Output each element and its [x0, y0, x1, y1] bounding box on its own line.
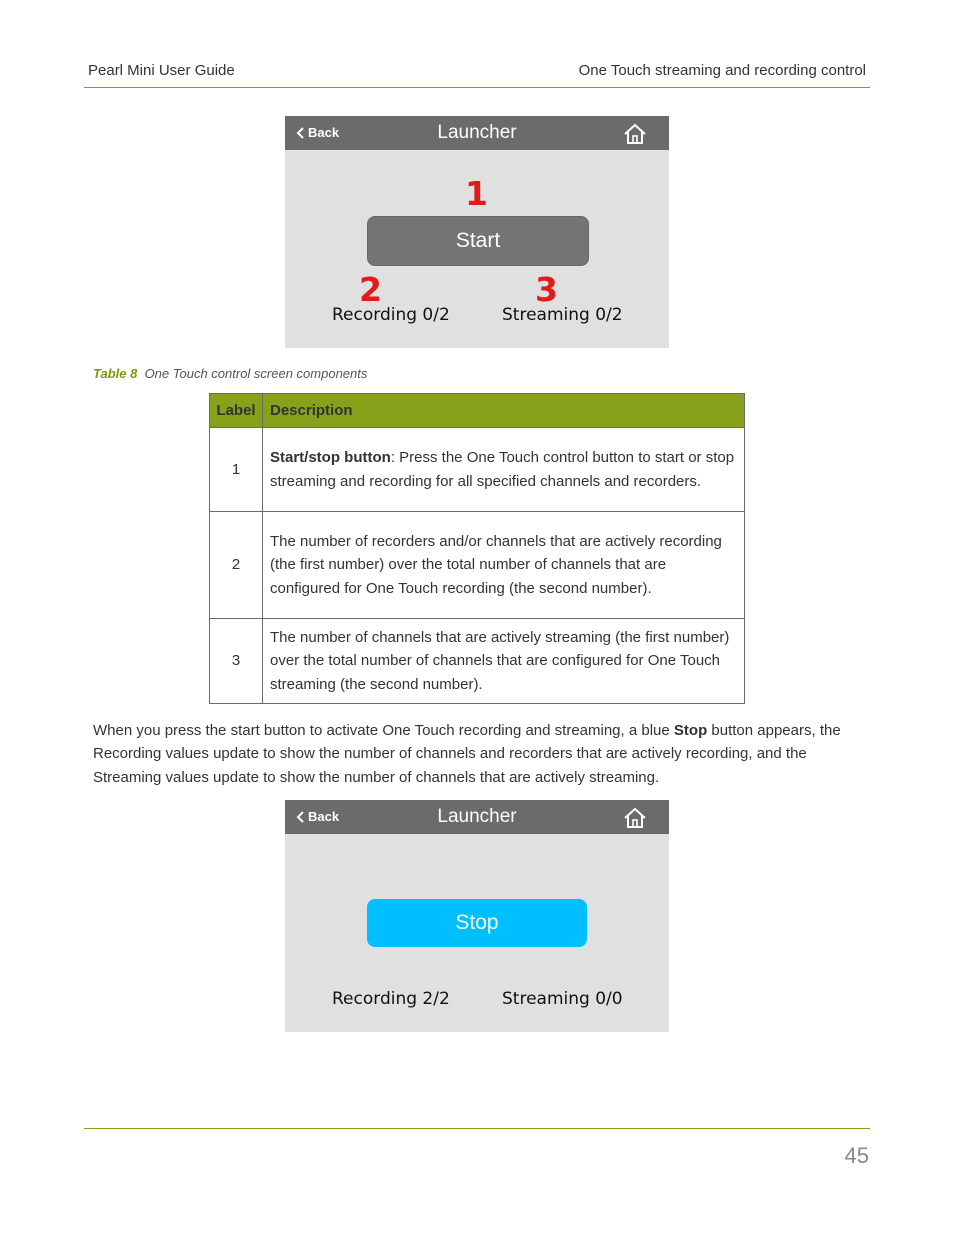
launcher-title: Launcher [437, 806, 517, 827]
recording-status: Recording 2/2 [332, 989, 450, 1009]
launcher-title-bar [285, 116, 669, 150]
launcher-title: Launcher [437, 122, 517, 143]
paragraph-text-after: button appears, the Recording values update to show the number of channels and recorders that are actively recording, and the Streaming values update to show the number of channels that are actively streaming. [93, 722, 841, 786]
stop-button[interactable]: Stop [367, 899, 587, 947]
row-description-text: The number of channels that are actively streaming (the first number) over the total number of channels that are configured for One Touch streaming (the second number). [270, 629, 730, 693]
home-icon[interactable] [623, 807, 647, 829]
header-guide-title: Pearl Mini User Guide [88, 62, 235, 79]
paragraph-text-before: When you press the start button to activate One Touch recording and streaming, a blue [93, 722, 674, 739]
row-description-text: The number of recorders and/or channels that are actively recording (the first number) over the total number of channels that are configured for One Touch recording (the second number). [270, 532, 722, 597]
paragraph-bold-stop: Stop [673, 722, 708, 739]
launcher-title-bar [285, 800, 669, 834]
back-label: Back [308, 125, 340, 140]
components-table [209, 393, 745, 704]
launcher-screen-start [285, 116, 669, 348]
footer-divider [84, 1128, 870, 1129]
recording-status: Recording 0/2 [332, 305, 450, 325]
table-row [210, 512, 745, 619]
page-number: 45 [844, 1143, 869, 1168]
launcher-screen-stop [285, 800, 669, 1032]
home-icon[interactable] [623, 123, 647, 145]
table-row [210, 619, 745, 704]
table-header-row [210, 394, 745, 428]
table-row [210, 428, 745, 512]
row-description [263, 512, 745, 619]
row-label: 3 [210, 619, 263, 704]
row-description-bold: Start/stop button [270, 449, 391, 467]
marker-3: 3 [535, 270, 558, 309]
table-caption-text: One Touch control screen components [144, 366, 368, 381]
row-description [263, 619, 745, 704]
row-label: 2 [210, 512, 263, 619]
table-caption-label: Table 8 [93, 366, 138, 381]
streaming-status: Streaming 0/2 [502, 305, 623, 325]
column-header-description: Description [263, 394, 745, 428]
header-section-title: One Touch streaming and recording control [578, 62, 866, 79]
marker-1: 1 [465, 174, 488, 213]
streaming-status: Streaming 0/0 [502, 989, 623, 1009]
body-paragraph [93, 719, 863, 789]
start-button[interactable]: Start [367, 216, 589, 266]
back-label: Back [308, 809, 340, 824]
row-description-text: : Press the One Touch control button to start or stop streaming and recording for all specified channels and recorders. [270, 449, 735, 490]
marker-2: 2 [359, 270, 382, 309]
table-caption [93, 366, 367, 381]
column-header-label: Label [210, 394, 263, 428]
row-label: 1 [210, 428, 263, 512]
header-divider [84, 87, 870, 88]
row-description [263, 428, 745, 512]
